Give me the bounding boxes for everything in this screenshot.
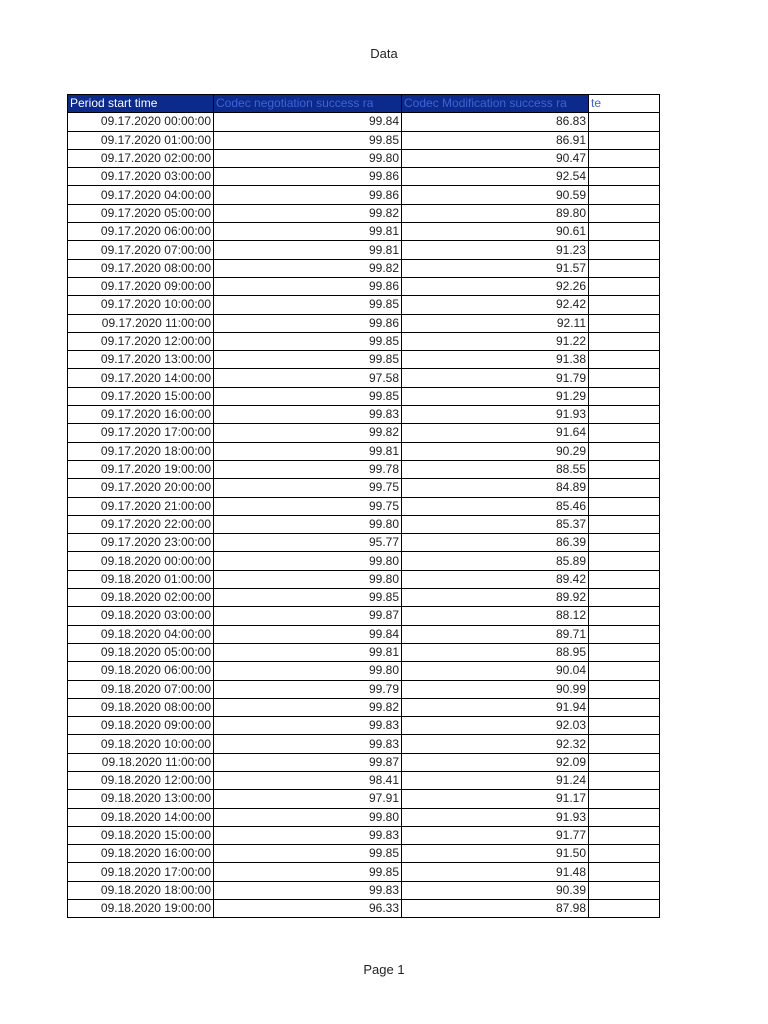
cell-codec-modification-success-rate: 90.99: [402, 680, 589, 698]
cell-codec-negotiation-success-rate: 99.80: [214, 515, 402, 533]
cell-codec-modification-success-rate: 92.32: [402, 735, 589, 753]
cell-codec-negotiation-success-rate: 97.91: [214, 790, 402, 808]
cell-empty: [589, 863, 660, 881]
cell-period-start-time: 09.17.2020 03:00:00: [68, 168, 214, 186]
table-row: [68, 113, 660, 131]
cell-period-start-time: 09.18.2020 10:00:00: [68, 735, 214, 753]
cell-codec-modification-success-rate: 90.29: [402, 442, 589, 460]
cell-codec-negotiation-success-rate: 99.85: [214, 332, 402, 350]
table-row: [68, 204, 660, 222]
cell-codec-modification-success-rate: 91.93: [402, 808, 589, 826]
cell-codec-modification-success-rate: 90.47: [402, 149, 589, 167]
cell-codec-modification-success-rate: 91.93: [402, 406, 589, 424]
cell-empty: [589, 845, 660, 863]
table-row: [68, 534, 660, 552]
header-codec-negotiation-success-rate: Codec negotiation success ra: [214, 95, 402, 113]
cell-period-start-time: 09.17.2020 09:00:00: [68, 277, 214, 295]
cell-period-start-time: 09.17.2020 13:00:00: [68, 351, 214, 369]
cell-codec-negotiation-success-rate: 99.87: [214, 607, 402, 625]
cell-codec-negotiation-success-rate: 99.82: [214, 698, 402, 716]
cell-period-start-time: 09.18.2020 15:00:00: [68, 826, 214, 844]
cell-period-start-time: 09.18.2020 01:00:00: [68, 570, 214, 588]
cell-period-start-time: 09.17.2020 19:00:00: [68, 460, 214, 478]
cell-codec-modification-success-rate: 91.48: [402, 863, 589, 881]
cell-codec-negotiation-success-rate: 99.82: [214, 259, 402, 277]
cell-empty: [589, 479, 660, 497]
cell-empty: [589, 296, 660, 314]
cell-empty: [589, 607, 660, 625]
table-row: [68, 314, 660, 332]
cell-empty: [589, 643, 660, 661]
cell-codec-negotiation-success-rate: 96.33: [214, 900, 402, 918]
cell-codec-modification-success-rate: 91.79: [402, 369, 589, 387]
table-row: [68, 607, 660, 625]
cell-codec-negotiation-success-rate: 99.83: [214, 881, 402, 899]
cell-empty: [589, 826, 660, 844]
cell-empty: [589, 387, 660, 405]
table-row: [68, 625, 660, 643]
cell-empty: [589, 332, 660, 350]
cell-period-start-time: 09.18.2020 07:00:00: [68, 680, 214, 698]
cell-codec-negotiation-success-rate: 99.80: [214, 662, 402, 680]
data-table: [67, 94, 660, 918]
table-row: [68, 900, 660, 918]
cell-codec-negotiation-success-rate: 99.80: [214, 149, 402, 167]
cell-empty: [589, 680, 660, 698]
cell-period-start-time: 09.17.2020 00:00:00: [68, 113, 214, 131]
cell-empty: [589, 808, 660, 826]
cell-codec-negotiation-success-rate: 98.41: [214, 771, 402, 789]
table-header-row: [68, 95, 660, 113]
cell-codec-negotiation-success-rate: 99.85: [214, 387, 402, 405]
cell-empty: [589, 186, 660, 204]
cell-codec-negotiation-success-rate: 99.83: [214, 406, 402, 424]
header-codec-modification-success-rate: Codec Modification success ra: [402, 95, 589, 113]
table-row: [68, 845, 660, 863]
cell-codec-modification-success-rate: 88.55: [402, 460, 589, 478]
cell-empty: [589, 881, 660, 899]
cell-codec-negotiation-success-rate: 99.83: [214, 717, 402, 735]
cell-period-start-time: 09.18.2020 13:00:00: [68, 790, 214, 808]
cell-empty: [589, 406, 660, 424]
cell-empty: [589, 552, 660, 570]
table-row: [68, 589, 660, 607]
cell-period-start-time: 09.18.2020 12:00:00: [68, 771, 214, 789]
table-row: [68, 406, 660, 424]
cell-codec-negotiation-success-rate: 99.83: [214, 826, 402, 844]
table-row: [68, 149, 660, 167]
cell-period-start-time: 09.18.2020 02:00:00: [68, 589, 214, 607]
cell-period-start-time: 09.18.2020 19:00:00: [68, 900, 214, 918]
cell-codec-modification-success-rate: 90.61: [402, 223, 589, 241]
cell-empty: [589, 113, 660, 131]
cell-codec-modification-success-rate: 85.46: [402, 497, 589, 515]
cell-period-start-time: 09.17.2020 08:00:00: [68, 259, 214, 277]
cell-codec-negotiation-success-rate: 99.86: [214, 277, 402, 295]
table-row: [68, 424, 660, 442]
cell-codec-modification-success-rate: 90.39: [402, 881, 589, 899]
cell-period-start-time: 09.17.2020 10:00:00: [68, 296, 214, 314]
cell-empty: [589, 753, 660, 771]
cell-period-start-time: 09.17.2020 23:00:00: [68, 534, 214, 552]
cell-codec-modification-success-rate: 85.37: [402, 515, 589, 533]
table-row: [68, 753, 660, 771]
table-row: [68, 460, 660, 478]
cell-period-start-time: 09.17.2020 16:00:00: [68, 406, 214, 424]
cell-codec-negotiation-success-rate: 99.80: [214, 570, 402, 588]
table-row: [68, 826, 660, 844]
cell-period-start-time: 09.17.2020 18:00:00: [68, 442, 214, 460]
cell-codec-modification-success-rate: 85.89: [402, 552, 589, 570]
cell-codec-negotiation-success-rate: 99.85: [214, 131, 402, 149]
cell-codec-negotiation-success-rate: 99.84: [214, 625, 402, 643]
cell-codec-negotiation-success-rate: 99.86: [214, 314, 402, 332]
table-row: [68, 369, 660, 387]
cell-codec-negotiation-success-rate: 99.86: [214, 186, 402, 204]
table-row: [68, 881, 660, 899]
table-body: [68, 113, 660, 918]
cell-codec-modification-success-rate: 89.42: [402, 570, 589, 588]
cell-period-start-time: 09.17.2020 15:00:00: [68, 387, 214, 405]
cell-empty: [589, 168, 660, 186]
cell-codec-negotiation-success-rate: 99.83: [214, 735, 402, 753]
cell-codec-negotiation-success-rate: 99.75: [214, 479, 402, 497]
cell-codec-modification-success-rate: 86.91: [402, 131, 589, 149]
page-title: Data: [370, 46, 398, 61]
cell-codec-modification-success-rate: 86.39: [402, 534, 589, 552]
cell-period-start-time: 09.17.2020 21:00:00: [68, 497, 214, 515]
cell-codec-negotiation-success-rate: 99.75: [214, 497, 402, 515]
cell-codec-modification-success-rate: 91.23: [402, 241, 589, 259]
cell-empty: [589, 515, 660, 533]
table-row: [68, 808, 660, 826]
cell-empty: [589, 662, 660, 680]
cell-codec-negotiation-success-rate: 99.85: [214, 296, 402, 314]
table-row: [68, 662, 660, 680]
cell-period-start-time: 09.17.2020 07:00:00: [68, 241, 214, 259]
cell-codec-modification-success-rate: 92.03: [402, 717, 589, 735]
table-row: [68, 296, 660, 314]
table-row: [68, 790, 660, 808]
table-row: [68, 552, 660, 570]
cell-empty: [589, 131, 660, 149]
table-row: [68, 387, 660, 405]
cell-codec-modification-success-rate: 92.11: [402, 314, 589, 332]
cell-empty: [589, 241, 660, 259]
table-row: [68, 351, 660, 369]
cell-codec-negotiation-success-rate: 99.85: [214, 589, 402, 607]
cell-empty: [589, 460, 660, 478]
cell-empty: [589, 314, 660, 332]
cell-period-start-time: 09.18.2020 08:00:00: [68, 698, 214, 716]
cell-empty: [589, 149, 660, 167]
cell-codec-modification-success-rate: 91.77: [402, 826, 589, 844]
cell-codec-modification-success-rate: 89.71: [402, 625, 589, 643]
cell-period-start-time: 09.17.2020 02:00:00: [68, 149, 214, 167]
table-row: [68, 771, 660, 789]
cell-codec-negotiation-success-rate: 99.81: [214, 223, 402, 241]
cell-codec-modification-success-rate: 88.12: [402, 607, 589, 625]
table-row: [68, 259, 660, 277]
cell-codec-modification-success-rate: 92.42: [402, 296, 589, 314]
cell-period-start-time: 09.18.2020 18:00:00: [68, 881, 214, 899]
cell-codec-modification-success-rate: 91.57: [402, 259, 589, 277]
cell-empty: [589, 277, 660, 295]
cell-codec-modification-success-rate: 90.04: [402, 662, 589, 680]
cell-codec-modification-success-rate: 92.26: [402, 277, 589, 295]
cell-period-start-time: 09.18.2020 06:00:00: [68, 662, 214, 680]
cell-codec-modification-success-rate: 89.92: [402, 589, 589, 607]
cell-empty: [589, 424, 660, 442]
table-row: [68, 442, 660, 460]
table-row: [68, 479, 660, 497]
cell-empty: [589, 223, 660, 241]
cell-period-start-time: 09.17.2020 04:00:00: [68, 186, 214, 204]
cell-period-start-time: 09.18.2020 05:00:00: [68, 643, 214, 661]
header-overflow-text: te: [589, 95, 660, 113]
table-row: [68, 277, 660, 295]
cell-empty: [589, 790, 660, 808]
table-row: [68, 643, 660, 661]
table-row: [68, 735, 660, 753]
cell-empty: [589, 698, 660, 716]
cell-codec-modification-success-rate: 91.94: [402, 698, 589, 716]
cell-period-start-time: 09.18.2020 11:00:00: [68, 753, 214, 771]
cell-codec-negotiation-success-rate: 99.81: [214, 442, 402, 460]
cell-empty: [589, 771, 660, 789]
cell-codec-negotiation-success-rate: 99.82: [214, 424, 402, 442]
cell-empty: [589, 625, 660, 643]
cell-codec-modification-success-rate: 91.64: [402, 424, 589, 442]
cell-empty: [589, 534, 660, 552]
table-row: [68, 497, 660, 515]
table-row: [68, 223, 660, 241]
cell-empty: [589, 735, 660, 753]
cell-period-start-time: 09.18.2020 17:00:00: [68, 863, 214, 881]
table-row: [68, 168, 660, 186]
cell-codec-negotiation-success-rate: 99.87: [214, 753, 402, 771]
cell-period-start-time: 09.17.2020 11:00:00: [68, 314, 214, 332]
cell-empty: [589, 900, 660, 918]
cell-period-start-time: 09.17.2020 12:00:00: [68, 332, 214, 350]
cell-period-start-time: 09.17.2020 05:00:00: [68, 204, 214, 222]
cell-codec-negotiation-success-rate: 99.84: [214, 113, 402, 131]
table-row: [68, 332, 660, 350]
cell-period-start-time: 09.18.2020 16:00:00: [68, 845, 214, 863]
cell-codec-negotiation-success-rate: 99.78: [214, 460, 402, 478]
cell-empty: [589, 570, 660, 588]
cell-codec-negotiation-success-rate: 99.81: [214, 643, 402, 661]
cell-period-start-time: 09.17.2020 22:00:00: [68, 515, 214, 533]
cell-codec-modification-success-rate: 91.29: [402, 387, 589, 405]
page-number: Page 1: [363, 962, 405, 977]
cell-period-start-time: 09.18.2020 04:00:00: [68, 625, 214, 643]
cell-codec-modification-success-rate: 86.83: [402, 113, 589, 131]
cell-codec-modification-success-rate: 88.95: [402, 643, 589, 661]
cell-period-start-time: 09.18.2020 14:00:00: [68, 808, 214, 826]
cell-empty: [589, 204, 660, 222]
header-period-start-time: Period start time: [68, 95, 214, 113]
cell-codec-modification-success-rate: 92.09: [402, 753, 589, 771]
cell-empty: [589, 589, 660, 607]
cell-codec-negotiation-success-rate: 99.80: [214, 552, 402, 570]
cell-codec-modification-success-rate: 87.98: [402, 900, 589, 918]
cell-codec-modification-success-rate: 91.38: [402, 351, 589, 369]
cell-codec-negotiation-success-rate: 99.80: [214, 808, 402, 826]
cell-period-start-time: 09.17.2020 20:00:00: [68, 479, 214, 497]
cell-period-start-time: 09.17.2020 01:00:00: [68, 131, 214, 149]
cell-codec-modification-success-rate: 84.89: [402, 479, 589, 497]
cell-codec-modification-success-rate: 91.50: [402, 845, 589, 863]
cell-empty: [589, 369, 660, 387]
cell-codec-modification-success-rate: 91.17: [402, 790, 589, 808]
cell-period-start-time: 09.18.2020 00:00:00: [68, 552, 214, 570]
cell-codec-negotiation-success-rate: 99.86: [214, 168, 402, 186]
cell-codec-negotiation-success-rate: 99.79: [214, 680, 402, 698]
cell-empty: [589, 442, 660, 460]
table-row: [68, 680, 660, 698]
table-row: [68, 698, 660, 716]
cell-codec-negotiation-success-rate: 99.85: [214, 845, 402, 863]
table-row: [68, 131, 660, 149]
table-row: [68, 717, 660, 735]
cell-codec-negotiation-success-rate: 95.77: [214, 534, 402, 552]
cell-codec-modification-success-rate: 91.24: [402, 771, 589, 789]
table-row: [68, 515, 660, 533]
cell-codec-negotiation-success-rate: 99.85: [214, 863, 402, 881]
cell-period-start-time: 09.17.2020 17:00:00: [68, 424, 214, 442]
cell-empty: [589, 717, 660, 735]
cell-period-start-time: 09.17.2020 14:00:00: [68, 369, 214, 387]
table-row: [68, 241, 660, 259]
cell-codec-negotiation-success-rate: 97.58: [214, 369, 402, 387]
cell-empty: [589, 351, 660, 369]
table-row: [68, 570, 660, 588]
cell-empty: [589, 259, 660, 277]
cell-codec-negotiation-success-rate: 99.85: [214, 351, 402, 369]
cell-period-start-time: 09.18.2020 09:00:00: [68, 717, 214, 735]
cell-codec-modification-success-rate: 89.80: [402, 204, 589, 222]
cell-codec-modification-success-rate: 91.22: [402, 332, 589, 350]
cell-codec-negotiation-success-rate: 99.81: [214, 241, 402, 259]
cell-period-start-time: 09.17.2020 06:00:00: [68, 223, 214, 241]
cell-codec-modification-success-rate: 92.54: [402, 168, 589, 186]
table-row: [68, 863, 660, 881]
table-row: [68, 186, 660, 204]
cell-period-start-time: 09.18.2020 03:00:00: [68, 607, 214, 625]
cell-codec-negotiation-success-rate: 99.82: [214, 204, 402, 222]
cell-codec-modification-success-rate: 90.59: [402, 186, 589, 204]
cell-empty: [589, 497, 660, 515]
